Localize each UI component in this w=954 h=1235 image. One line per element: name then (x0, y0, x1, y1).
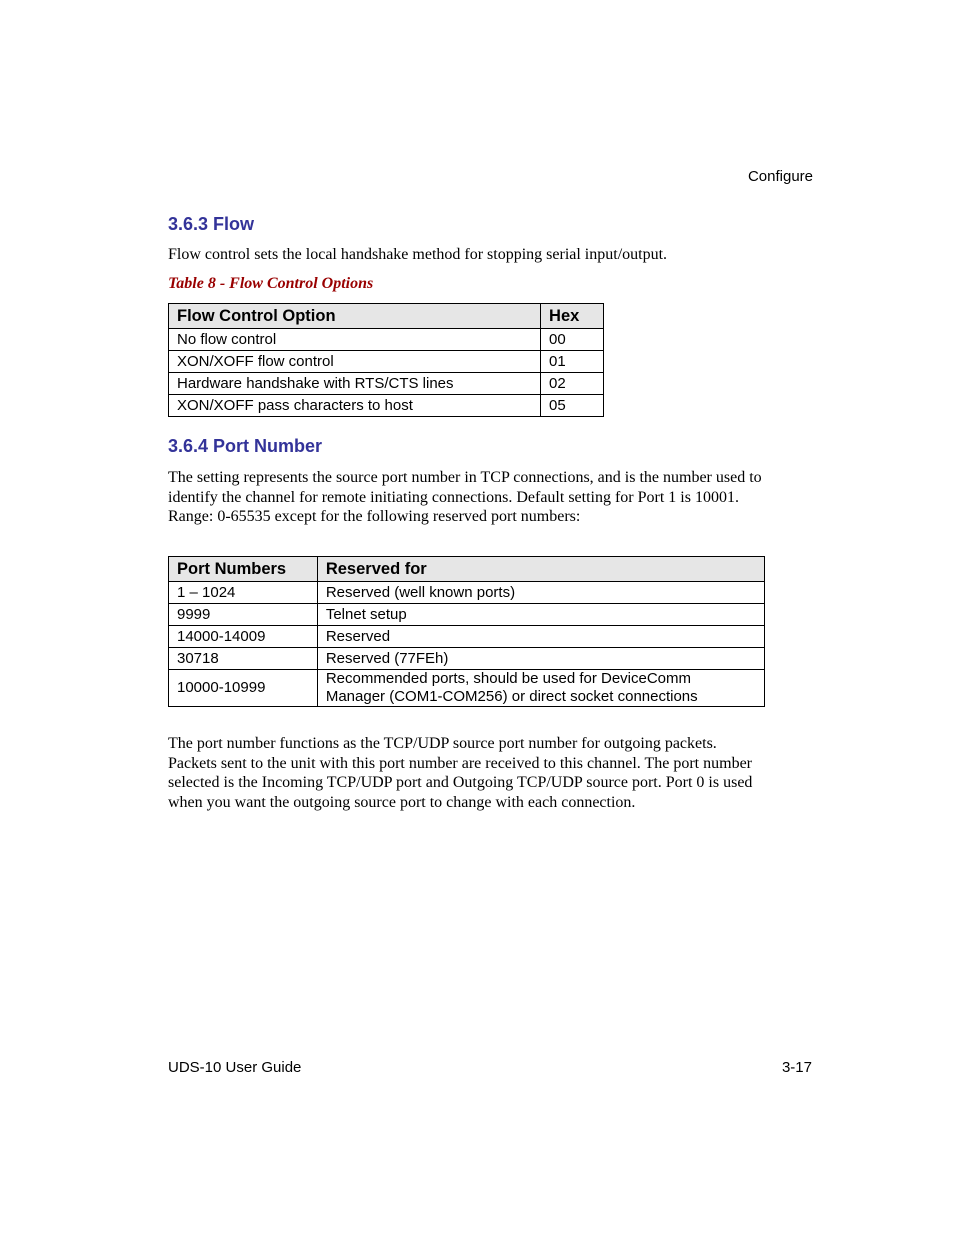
table-row (169, 604, 765, 626)
table-row (169, 582, 765, 604)
flow-table-caption: Table 8 - Flow Control Options (168, 275, 374, 292)
reserved-for-cell (317, 670, 764, 707)
port-closing-paragraph (168, 734, 752, 812)
table-header-row (169, 304, 604, 329)
column-header-port-numbers: Port Numbers (169, 557, 318, 582)
table-header-row (169, 557, 765, 582)
port-range-cell: 14000-14009 (169, 626, 318, 648)
footer-document-title: UDS-10 User Guide (168, 1059, 302, 1076)
hex-cell: 02 (541, 373, 604, 395)
port-range-cell: 9999 (169, 604, 318, 626)
flow-control-table (168, 303, 604, 417)
table-row (169, 373, 604, 395)
flow-section-heading: 3.6.3 Flow (168, 214, 255, 234)
table-row (169, 395, 604, 417)
running-header: Configure (747, 168, 813, 185)
text-line: The setting represents the source port number in TCP connections, and is the number used to (168, 469, 762, 486)
flow-option-cell: No flow control (169, 329, 541, 351)
reserved-for-cell: Telnet setup (317, 604, 764, 626)
footer-page-number: 3-17 (781, 1059, 812, 1076)
text-line: The port number functions as the TCP/UDP source port number for outgoing packets. (168, 735, 717, 752)
text-line: Range: 0-65535 except for the following reserved port numbers: (168, 508, 581, 525)
port-section-heading: 3.6.4 Port Number (168, 436, 323, 456)
flow-option-cell: XON/XOFF flow control (169, 351, 541, 373)
table-row (169, 351, 604, 373)
port-description (168, 468, 762, 527)
table-row (169, 329, 604, 351)
reserved-for-cell: Reserved (317, 626, 764, 648)
text-line: Packets sent to the unit with this port number are received to this channel. The port number (168, 754, 752, 772)
port-range-cell: 30718 (169, 648, 318, 670)
cell-line: Recommended ports, should be used for DeviceComm (325, 670, 692, 687)
column-header-hex: Hex (541, 304, 604, 329)
reserved-ports-table (168, 556, 765, 707)
port-range-cell: 1 – 1024 (169, 582, 318, 604)
hex-cell: 05 (541, 395, 604, 417)
table-row (169, 670, 765, 707)
flow-option-cell: Hardware handshake with RTS/CTS lines (169, 373, 541, 395)
flow-description: Flow control sets the local handshake method for stopping serial input/output. (168, 246, 668, 263)
text-line: selected is the Incoming TCP/UDP port and Outgoing TCP/UDP source port. Port 0 is used (168, 774, 753, 791)
hex-cell: 00 (541, 329, 604, 351)
text-line: when you want the outgoing source port to change with each connection. (168, 793, 636, 811)
text-line: identify the channel for remote initiating connections. Default setting for Port 1 is 10001. (168, 488, 739, 506)
port-range-cell: 10000-10999 (169, 670, 318, 707)
hex-cell: 01 (541, 351, 604, 373)
flow-option-cell: XON/XOFF pass characters to host (169, 395, 541, 417)
reserved-for-cell: Reserved (77FEh) (317, 648, 764, 670)
table-row (169, 626, 765, 648)
column-header-option: Flow Control Option (169, 304, 541, 329)
cell-line: Manager (COM1-COM256) or direct socket connections (325, 688, 698, 705)
table-row (169, 648, 765, 670)
reserved-for-cell: Reserved (well known ports) (317, 582, 764, 604)
column-header-reserved-for: Reserved for (317, 557, 764, 582)
